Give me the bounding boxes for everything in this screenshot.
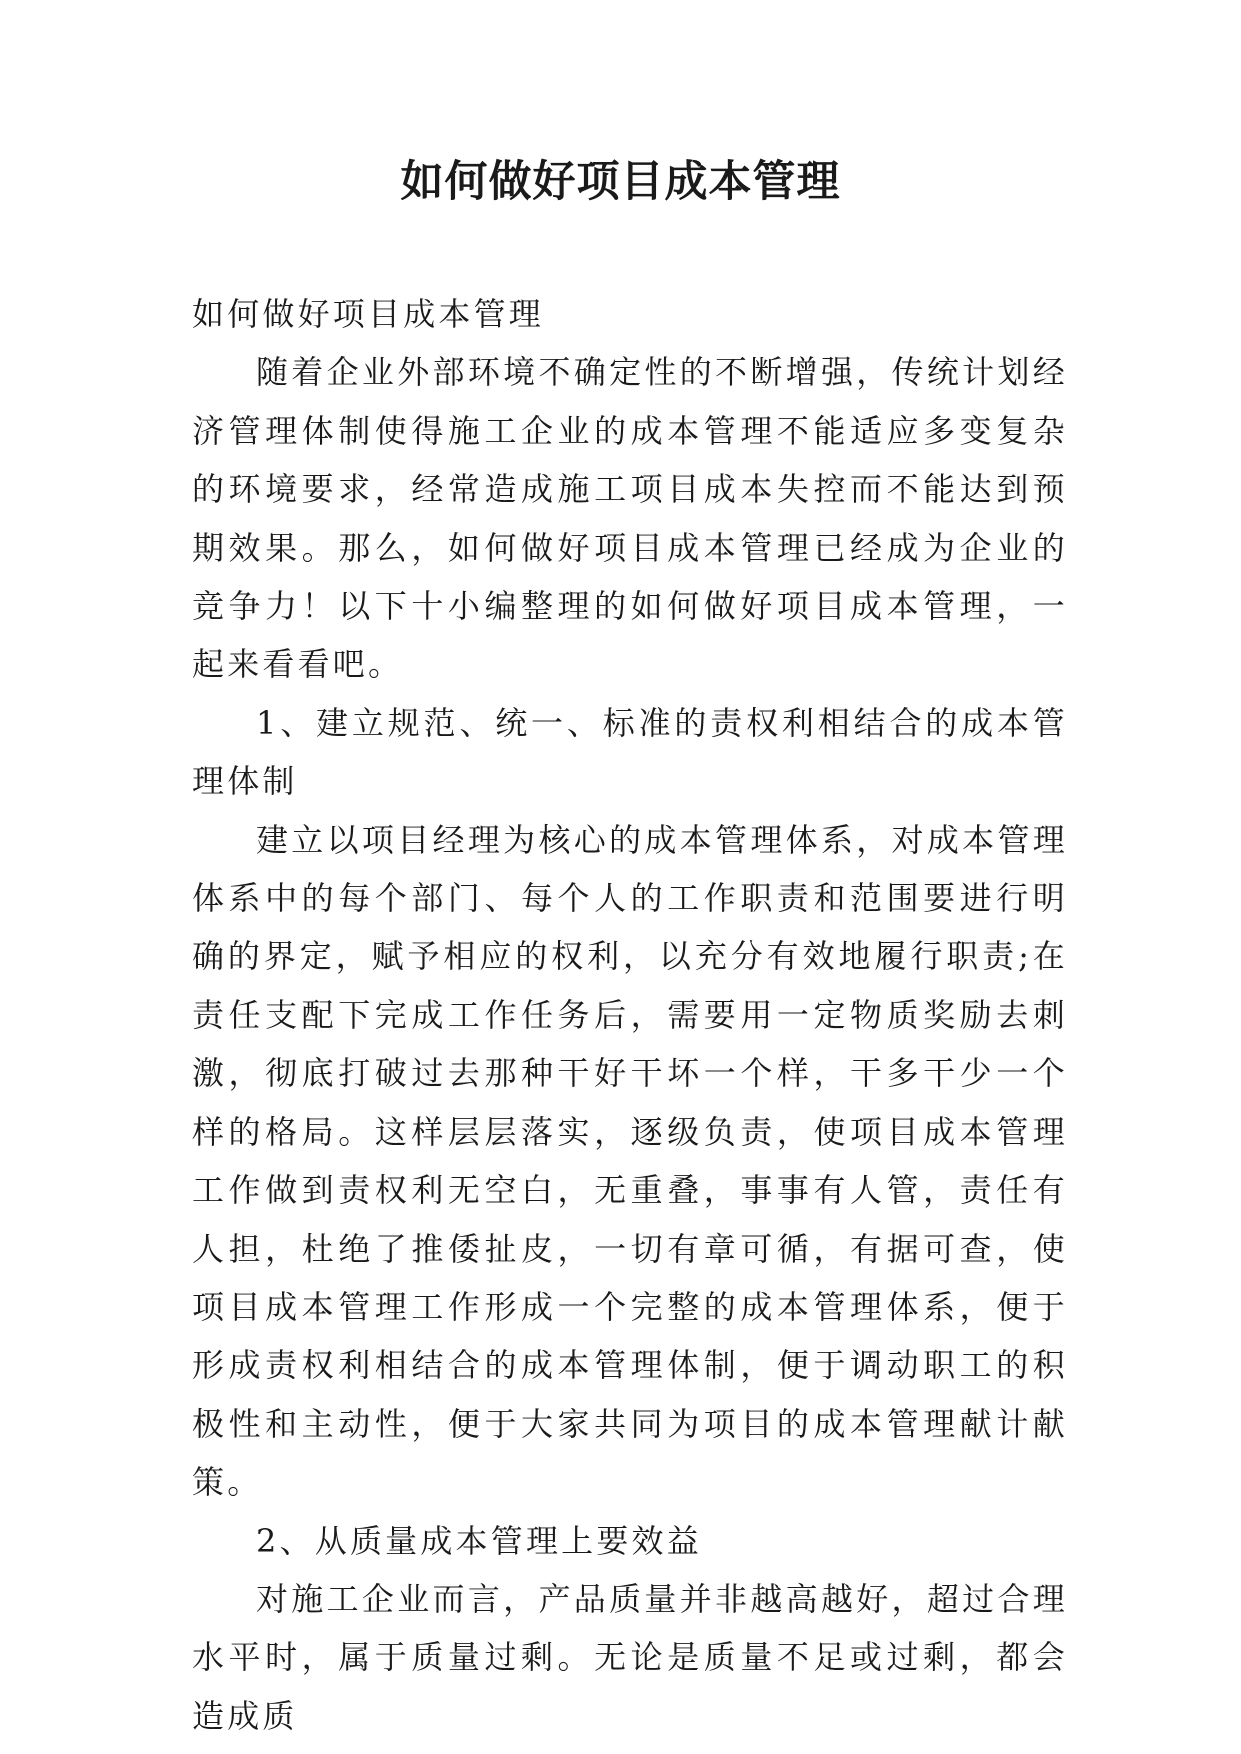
document-body	[192, 285, 1068, 1745]
paragraph-section-2: 对施工企业而言，产品质量并非越高越好，超过合理水平时，属于质量过剩。无论是质量不足或过剩，都会造成质	[192, 1579, 1068, 1735]
paragraph-section-1: 建立以项目经理为核心的成本管理体系，对成本管理体系中的每个部门、每个人的工作职责和范围要进行明确的界定，赋予相应的权利，以充分有效地履行职责;在责任支配下完成工作任务后，需要用一定物质奖励去刺激，彻底打破过去那种干好干坏一个样，干多干少一个样的格局。这样层层落实，逐级负责，使项目成本管理工作做到责权利无空白，无重叠，事事有人管，责任有人担，杜绝了推倭扯皮，一切有章可循，有据可查，使项目成本管理工作形成一个完整的成本管理体系，便于形成责权利相结合的成本管理体制，便于调动职工的积极性和主动性，便于大家共同为项目的成本管理献计献策。	[192, 820, 1068, 1502]
section-heading-1: 1、建立规范、统一、标准的责权利相结合的成本管理体制	[192, 703, 1068, 801]
paragraph-intro: 随着企业外部环境不确定性的不断增强，传统计划经济管理体制使得施工企业的成本管理不能适应多变复杂的环境要求，经常造成施工项目成本失控而不能达到预期效果。那么，如何做好项目成本管理已经成为企业的竞争力！以下十小编整理的如何做好项目成本管理，一起来看看吧。	[192, 353, 1068, 684]
paragraph-subtitle: 如何做好项目成本管理	[192, 295, 545, 333]
document-title: 如何做好项目成本管理	[400, 157, 841, 207]
section-heading-2: 2、从质量成本管理上要效益	[256, 1521, 702, 1560]
